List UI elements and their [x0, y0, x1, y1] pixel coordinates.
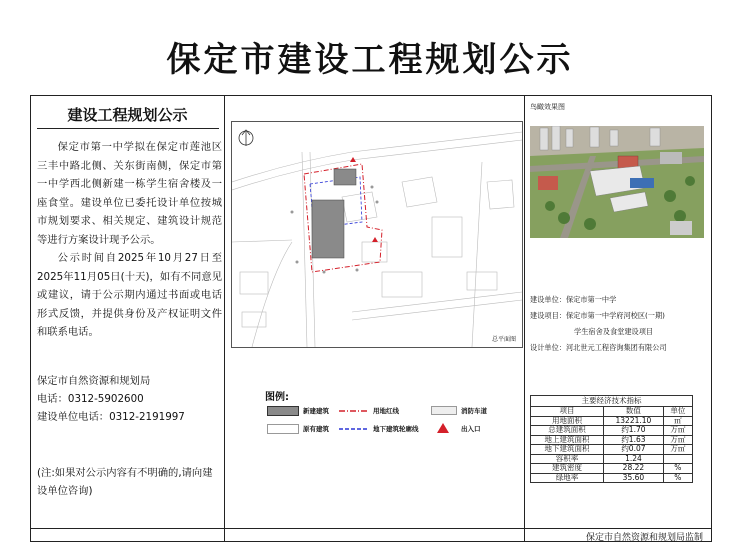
- builder-phone: 建设单位电话：0312-2191997: [37, 411, 185, 423]
- notice-note: (注:如果对公示内容有不明确的,请向建设单位咨询): [37, 467, 213, 497]
- table-cell: 容积率: [531, 454, 604, 464]
- table-cell: 万㎡: [663, 426, 692, 436]
- table-cell: 地上建筑面积: [531, 435, 604, 445]
- table-header: 数值: [604, 407, 664, 417]
- page-title: 保定市建设工程规划公示: [166, 40, 574, 80]
- org-phone: 电话：0312-5902600: [37, 393, 144, 405]
- table-row: [531, 464, 693, 474]
- legend-label-fire-lane: 消防车道: [461, 407, 487, 415]
- contact-info: [37, 372, 185, 426]
- table-cell: 35.60: [604, 473, 664, 483]
- table-cell: 万㎡: [663, 435, 692, 445]
- project-name-line1: 建设项目：保定市第一中学府河校区(一期): [530, 311, 665, 320]
- table-cell: 绿地率: [531, 473, 604, 483]
- legend-swatch-entrance: [437, 423, 449, 433]
- table-cell: 约1.70: [604, 426, 664, 436]
- table-cell: 约0.07: [604, 445, 664, 455]
- builder-name: 建设单位：保定市第一中学: [530, 295, 617, 304]
- aerial-view-label: 鸟瞰效果图: [530, 103, 565, 111]
- table-cell: 用地面积: [531, 416, 604, 426]
- legend-swatch-new-building: [267, 406, 299, 416]
- table-cell: 约1.63: [604, 435, 664, 445]
- table-header: 单位: [663, 407, 692, 417]
- site-plan: [231, 121, 523, 348]
- table-cell: %: [663, 464, 692, 474]
- footer-supervisor: 保定市自然资源和规划局监制: [585, 533, 703, 543]
- table-cell: 地下建筑面积: [531, 445, 604, 455]
- project-name-line2: 学生宿舍及食堂建设项目: [574, 327, 654, 336]
- legend-label-entrance: 出入口: [461, 425, 481, 433]
- legend-label-new-building: 新建建筑: [303, 407, 329, 415]
- legend-swatch-fire-lane: [431, 406, 457, 415]
- table-cell: 建筑密度: [531, 464, 604, 474]
- legend-label-existing-building: 原有建筑: [303, 425, 329, 433]
- table-caption: 主要经济技术指标: [530, 395, 693, 406]
- notice-body: [37, 138, 222, 342]
- table-cell: 总建筑面积: [531, 426, 604, 436]
- table-cell: 13221.10: [604, 416, 664, 426]
- table-row: [531, 445, 693, 455]
- org-name: 保定市自然资源和规划局: [37, 375, 151, 387]
- table-cell: 1.24: [604, 454, 664, 464]
- table-cell: %: [663, 473, 692, 483]
- table-cell: 28.22: [604, 464, 664, 474]
- legend-swatch-underground-line: [339, 426, 369, 432]
- table-row: [531, 473, 693, 483]
- legend-label-underground-line: 地下建筑轮廓线: [373, 425, 419, 433]
- designer-name: 设计单位：河北世元工程咨询集团有限公司: [530, 343, 667, 352]
- column-divider: [224, 96, 225, 541]
- column-divider: [524, 96, 525, 541]
- footer-divider: [31, 528, 711, 529]
- notice-paragraph: 保定市第一中学拟在保定市莲池区三丰中路北侧、关东街南侧，保定市第一中学西北侧新建一栋学生宿舍楼及一座食堂。建设单位已委托设计单位按城市规划要求、相关规定、建筑设计规范等进行方案设计现予公示。: [37, 141, 222, 246]
- table-cell: 万㎡: [663, 445, 692, 455]
- aerial-illustration: [530, 126, 704, 238]
- title-underline: [37, 128, 219, 129]
- aerial-view-image: [530, 126, 704, 238]
- legend-swatch-land-line: [339, 408, 369, 414]
- legend-title: 图例:: [265, 392, 289, 403]
- tech-indicators-table: [530, 395, 693, 483]
- table-header-row: [531, 407, 693, 417]
- table-cell: ㎡: [663, 416, 692, 426]
- site-plan-label: 总平面图: [492, 336, 517, 343]
- legend-swatch-existing-building: [267, 424, 299, 434]
- notice-paragraph: 公示时间自2025年10月27日至2025年11月05日(十天)，如有不同意见或建议，请于公示期内通过书面或电话形式反馈，并提供身份及产权证明文件和联系电话。: [37, 252, 222, 338]
- table-header: 项目: [531, 407, 604, 417]
- notice-title: 建设工程规划公示: [67, 106, 188, 124]
- table-row: [531, 426, 693, 436]
- project-info: [530, 292, 710, 356]
- legend-label-land-line: 用地红线: [373, 407, 399, 415]
- site-plan-drawing: [232, 122, 522, 347]
- notice-board: [30, 95, 712, 542]
